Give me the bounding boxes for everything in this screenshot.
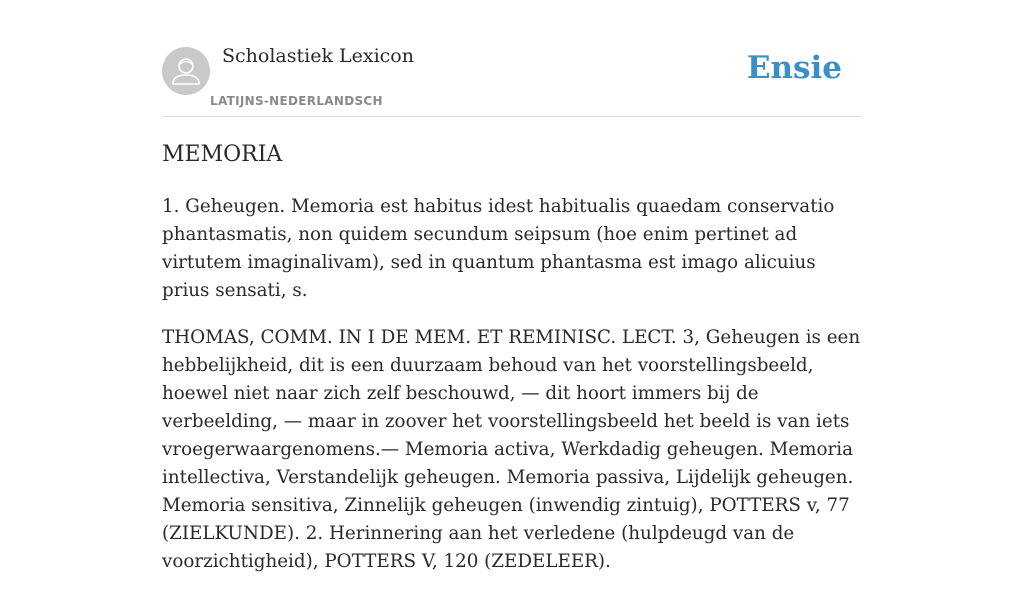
avatar[interactable] bbox=[162, 47, 210, 95]
user-icon bbox=[162, 47, 210, 95]
lexicon-subtitle: LATIJNS-NEDERLANDSCH bbox=[210, 94, 383, 108]
definition-paragraph: THOMAS, COMM. IN I DE MEM. ET REMINISC. LECT. 3, Geheugen is een hebbelijkheid, dit is een duurzaam behoud van het voorstellingsbeeld, hoewel niet naar zich zelf beschouwd, — dit hoort immers bij de verbeelding, — maar in zoover het voorstellingsbeeld het beeld is van iets vroegerwaargenomens.— Memoria activa, Werkdadig geheugen. Memoria intellectiva, Verstandelijk geheugen. Memoria passiva, Lijdelijk geheugen. Memoria sensitiva, Zinnelijk geheugen (inwendig zintuig), POTTERS v, 77 (ZIELKUNDE). 2. Herinnering aan het verledene (hulpdeugd van de voorzichtigheid), POTTERS V, 120 (ZEDELEER). bbox=[162, 327, 861, 572]
headword: MEMORIA bbox=[162, 142, 283, 167]
brand-logo[interactable]: Ensie bbox=[746, 50, 842, 86]
article bbox=[162, 140, 862, 595]
definition-paragraph: 1. Geheugen. Memoria est habitus idest habitualis quaedam conservatio phantasmatis, non quidem secundum seipsum (hoe enim pertinet ad virtutem imaginalivam), sed in quantum phantasma est imago alicuius prius sensati, s. bbox=[162, 196, 835, 301]
header bbox=[162, 0, 862, 117]
lexicon-title[interactable]: Scholastiek Lexicon bbox=[222, 45, 414, 67]
